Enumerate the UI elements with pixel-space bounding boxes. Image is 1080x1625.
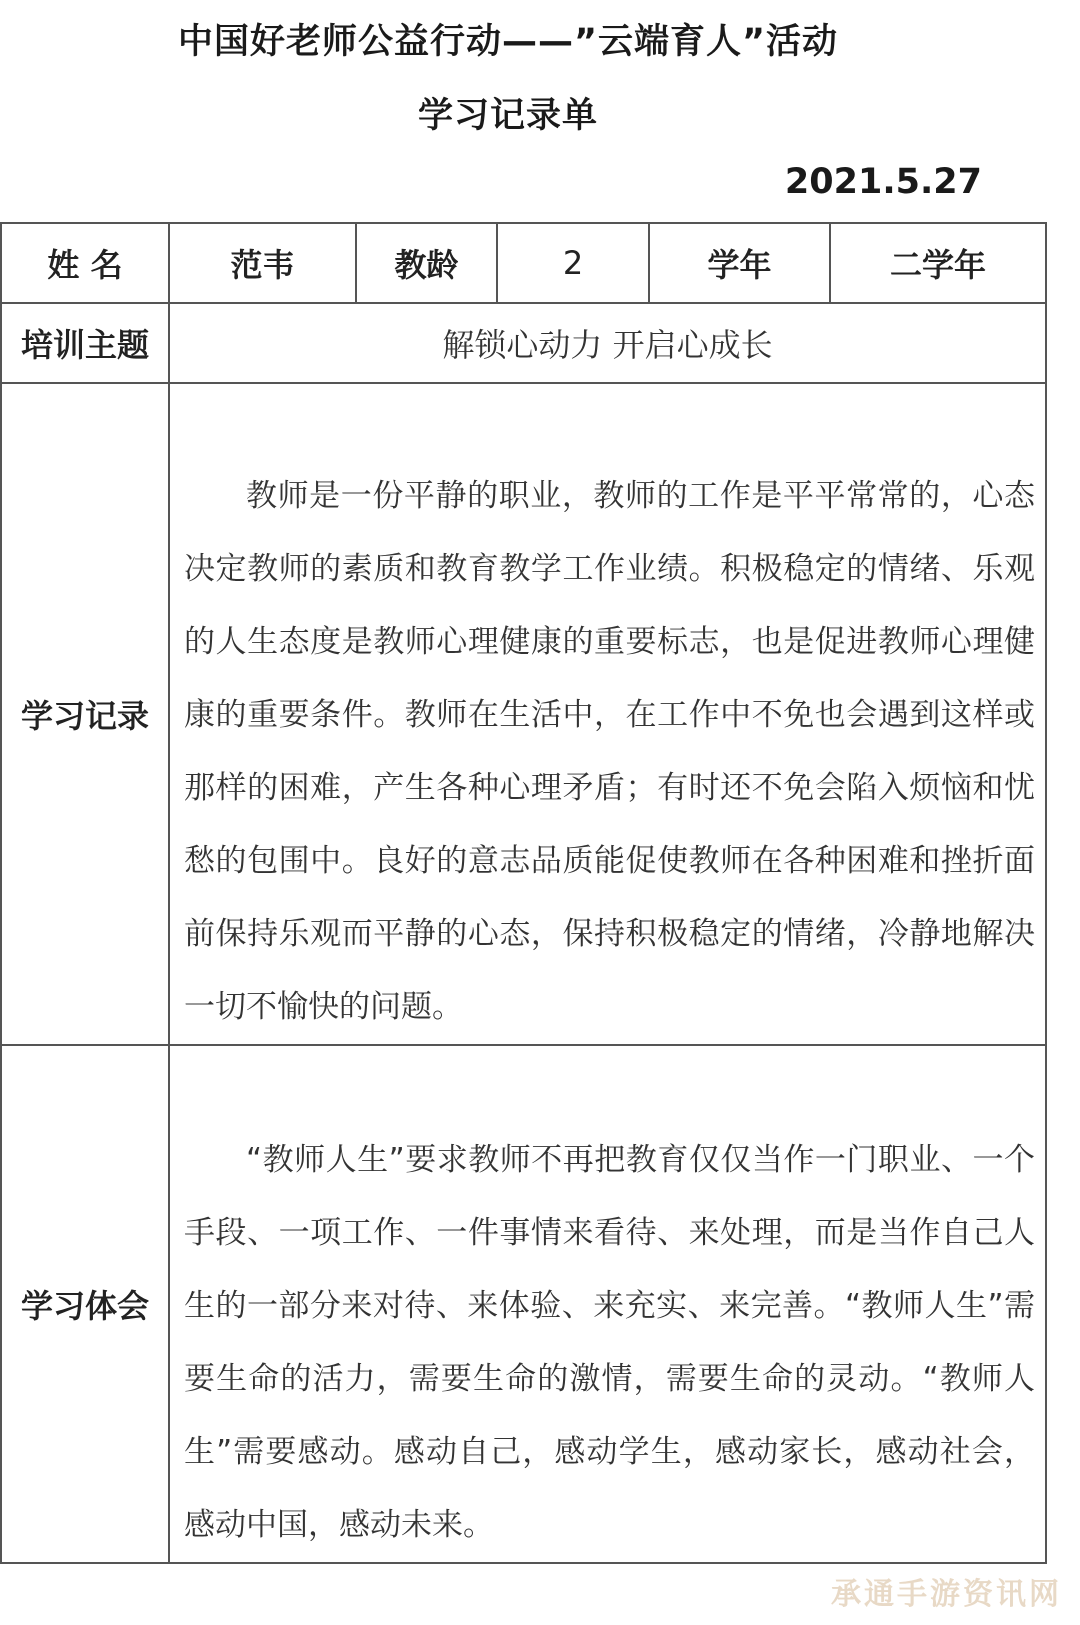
name-value: 范韦 xyxy=(169,223,356,303)
study-reflection-text: “教师人生”要求教师不再把教育仅仅当作一门职业、一个手段、一项工作、一件事情来看待、来处理，而是当作自己人生的一部分来对待、来体验、来充实、来完善。“教师人生”需要生命的活力，需要生命的激情，需要生命的灵动。“教师人生”需要感动。感动自己，感动学生，感动家长，感动社会，感动中国，感动未来。 xyxy=(184,1142,1035,1543)
site-watermark: 承通手游资讯网 xyxy=(831,1577,1062,1612)
study-record-cell xyxy=(169,383,1046,1045)
grade-value: 二学年 xyxy=(830,223,1046,303)
study-reflection-row xyxy=(1,1045,1046,1563)
info-row xyxy=(1,223,1046,303)
study-reflection-cell xyxy=(169,1045,1046,1563)
training-topic-value: 解锁心动力 开启心成长 xyxy=(169,303,1046,383)
document-date: 2021.5.27 xyxy=(784,162,982,202)
study-reflection-label: 学习体会 xyxy=(1,1045,169,1563)
teaching-years-label: 教龄 xyxy=(356,223,497,303)
study-record-text: 教师是一份平静的职业，教师的工作是平平常常的，心态决定教师的素质和教育教学工作业绩。积极稳定的情绪、乐观的人生态度是教师心理健康的重要标志，也是促进教师心理健康的重要条件。教师在生活中，在工作中不免也会遇到这样或那样的困难，产生各种心理矛盾；有时还不免会陷入烦恼和忧愁的包围中。良好的意志品质能促使教师在各种困难和挫折面前保持乐观而平静的心态，保持积极稳定的情绪，冷静地解决一切不愉快的问题。 xyxy=(184,478,1035,1025)
study-record-row xyxy=(1,383,1046,1045)
document-title: 中国好老师公益行动——”云端育人”活动 xyxy=(177,22,838,62)
grade-label: 学年 xyxy=(649,223,830,303)
study-record-form xyxy=(0,222,1047,1564)
name-label: 姓 名 xyxy=(1,223,169,303)
document-subtitle: 学习记录单 xyxy=(417,96,598,136)
training-topic-label: 培训主题 xyxy=(1,303,169,383)
teaching-years-value: 2 xyxy=(497,223,649,303)
training-row xyxy=(1,303,1046,383)
study-record-label: 学习记录 xyxy=(1,383,169,1045)
